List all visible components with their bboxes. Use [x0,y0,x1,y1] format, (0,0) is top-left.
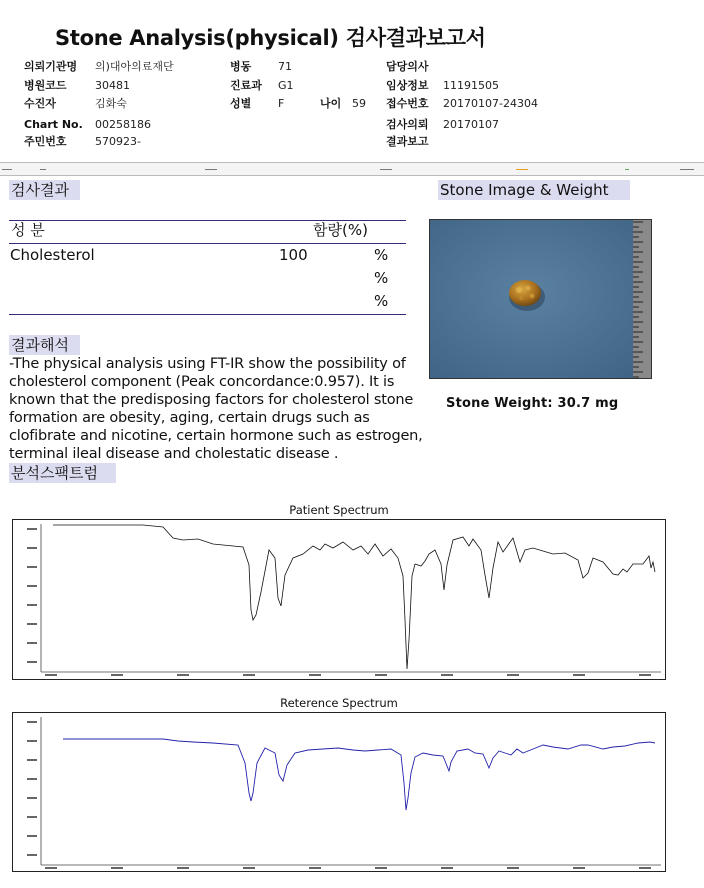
header-label: 검사의뢰 [386,118,429,131]
stone-weight: Stone Weight: 30.7 mg [446,396,619,411]
header-label: 임상정보 [386,79,429,92]
reference-spectrum-chart [12,712,666,872]
result-amount: 100 [279,246,308,264]
result-component: Cholesterol [10,246,95,264]
header-label: 병동 [230,60,252,73]
result-unit: % [374,246,389,264]
interpretation-heading: 결과해석 [9,335,80,355]
header-value: 의)대아의료재단 [95,60,174,73]
header-label: 결과보고 [386,135,429,148]
patient-spectrum-line [53,525,655,669]
reference-spectrum-line [63,739,655,810]
col-header-component: 성 분 [11,221,45,239]
result-unit: % [374,269,389,287]
result-unit: % [374,292,389,310]
report-title: Stone Analysis(physical) 검사결과보고서 [55,26,486,50]
header-value: 59 [352,97,366,110]
header-value: 20170107-24304 [443,97,538,110]
results-heading: 검사결과 [9,180,80,200]
header-value: 00258186 [95,118,151,131]
header-label: 성별 [230,97,252,110]
header-value: F [278,97,285,110]
patient-spectrum-title: Patient Spectrum [289,503,389,517]
header-value: G1 [278,79,294,92]
header-value: 71 [278,60,292,73]
header-label: 나이 [320,97,342,110]
header-label: 진료과 [230,79,262,92]
stone-heading: Stone Image & Weight [438,180,630,200]
header-value: 30481 [95,79,130,92]
header-value: 570923- [95,135,141,148]
header-label: 주민번호 [24,135,67,148]
table-header-rule [9,243,406,244]
interpretation-text: -The physical analysis using FT-IR show the possibility of cholesterol component (Peak concordance:0.957). It is known that the predisposing factors for cholesterol stone formation are obesity, aging, certain drugs such as clofibrate and nicotine, certain hormone such as estrogen, terminal ileal disease and cholestatic disease . [9,356,423,462]
header-label: 접수번호 [386,97,429,110]
stone [509,280,541,306]
header-label: 병원코드 [24,79,67,92]
reference-spectrum-title: Reterence Spectrum [280,696,398,710]
header-value: 김화숙 [95,97,127,110]
reference-spectrum-graphic [13,713,665,871]
table-bottom-rule [9,314,406,315]
header-value: 20170107 [443,118,499,131]
patient-spectrum-graphic [13,520,665,679]
col-header-amount: 함량(%) [313,221,368,239]
header-label: 의뢰기관명 [24,60,78,73]
ruler-strip [0,162,704,176]
patient-spectrum-chart [12,519,666,680]
stone-photo [429,219,652,379]
header-label: 담당의사 [386,60,429,73]
stone-photo-graphic [430,220,652,379]
header-value: 11191505 [443,79,499,92]
header-label: 수진자 [24,97,56,110]
header-label: Chart No. [24,118,83,131]
spectrum-heading: 분석스팩트럼 [9,463,116,483]
scale-ruler [633,220,652,379]
